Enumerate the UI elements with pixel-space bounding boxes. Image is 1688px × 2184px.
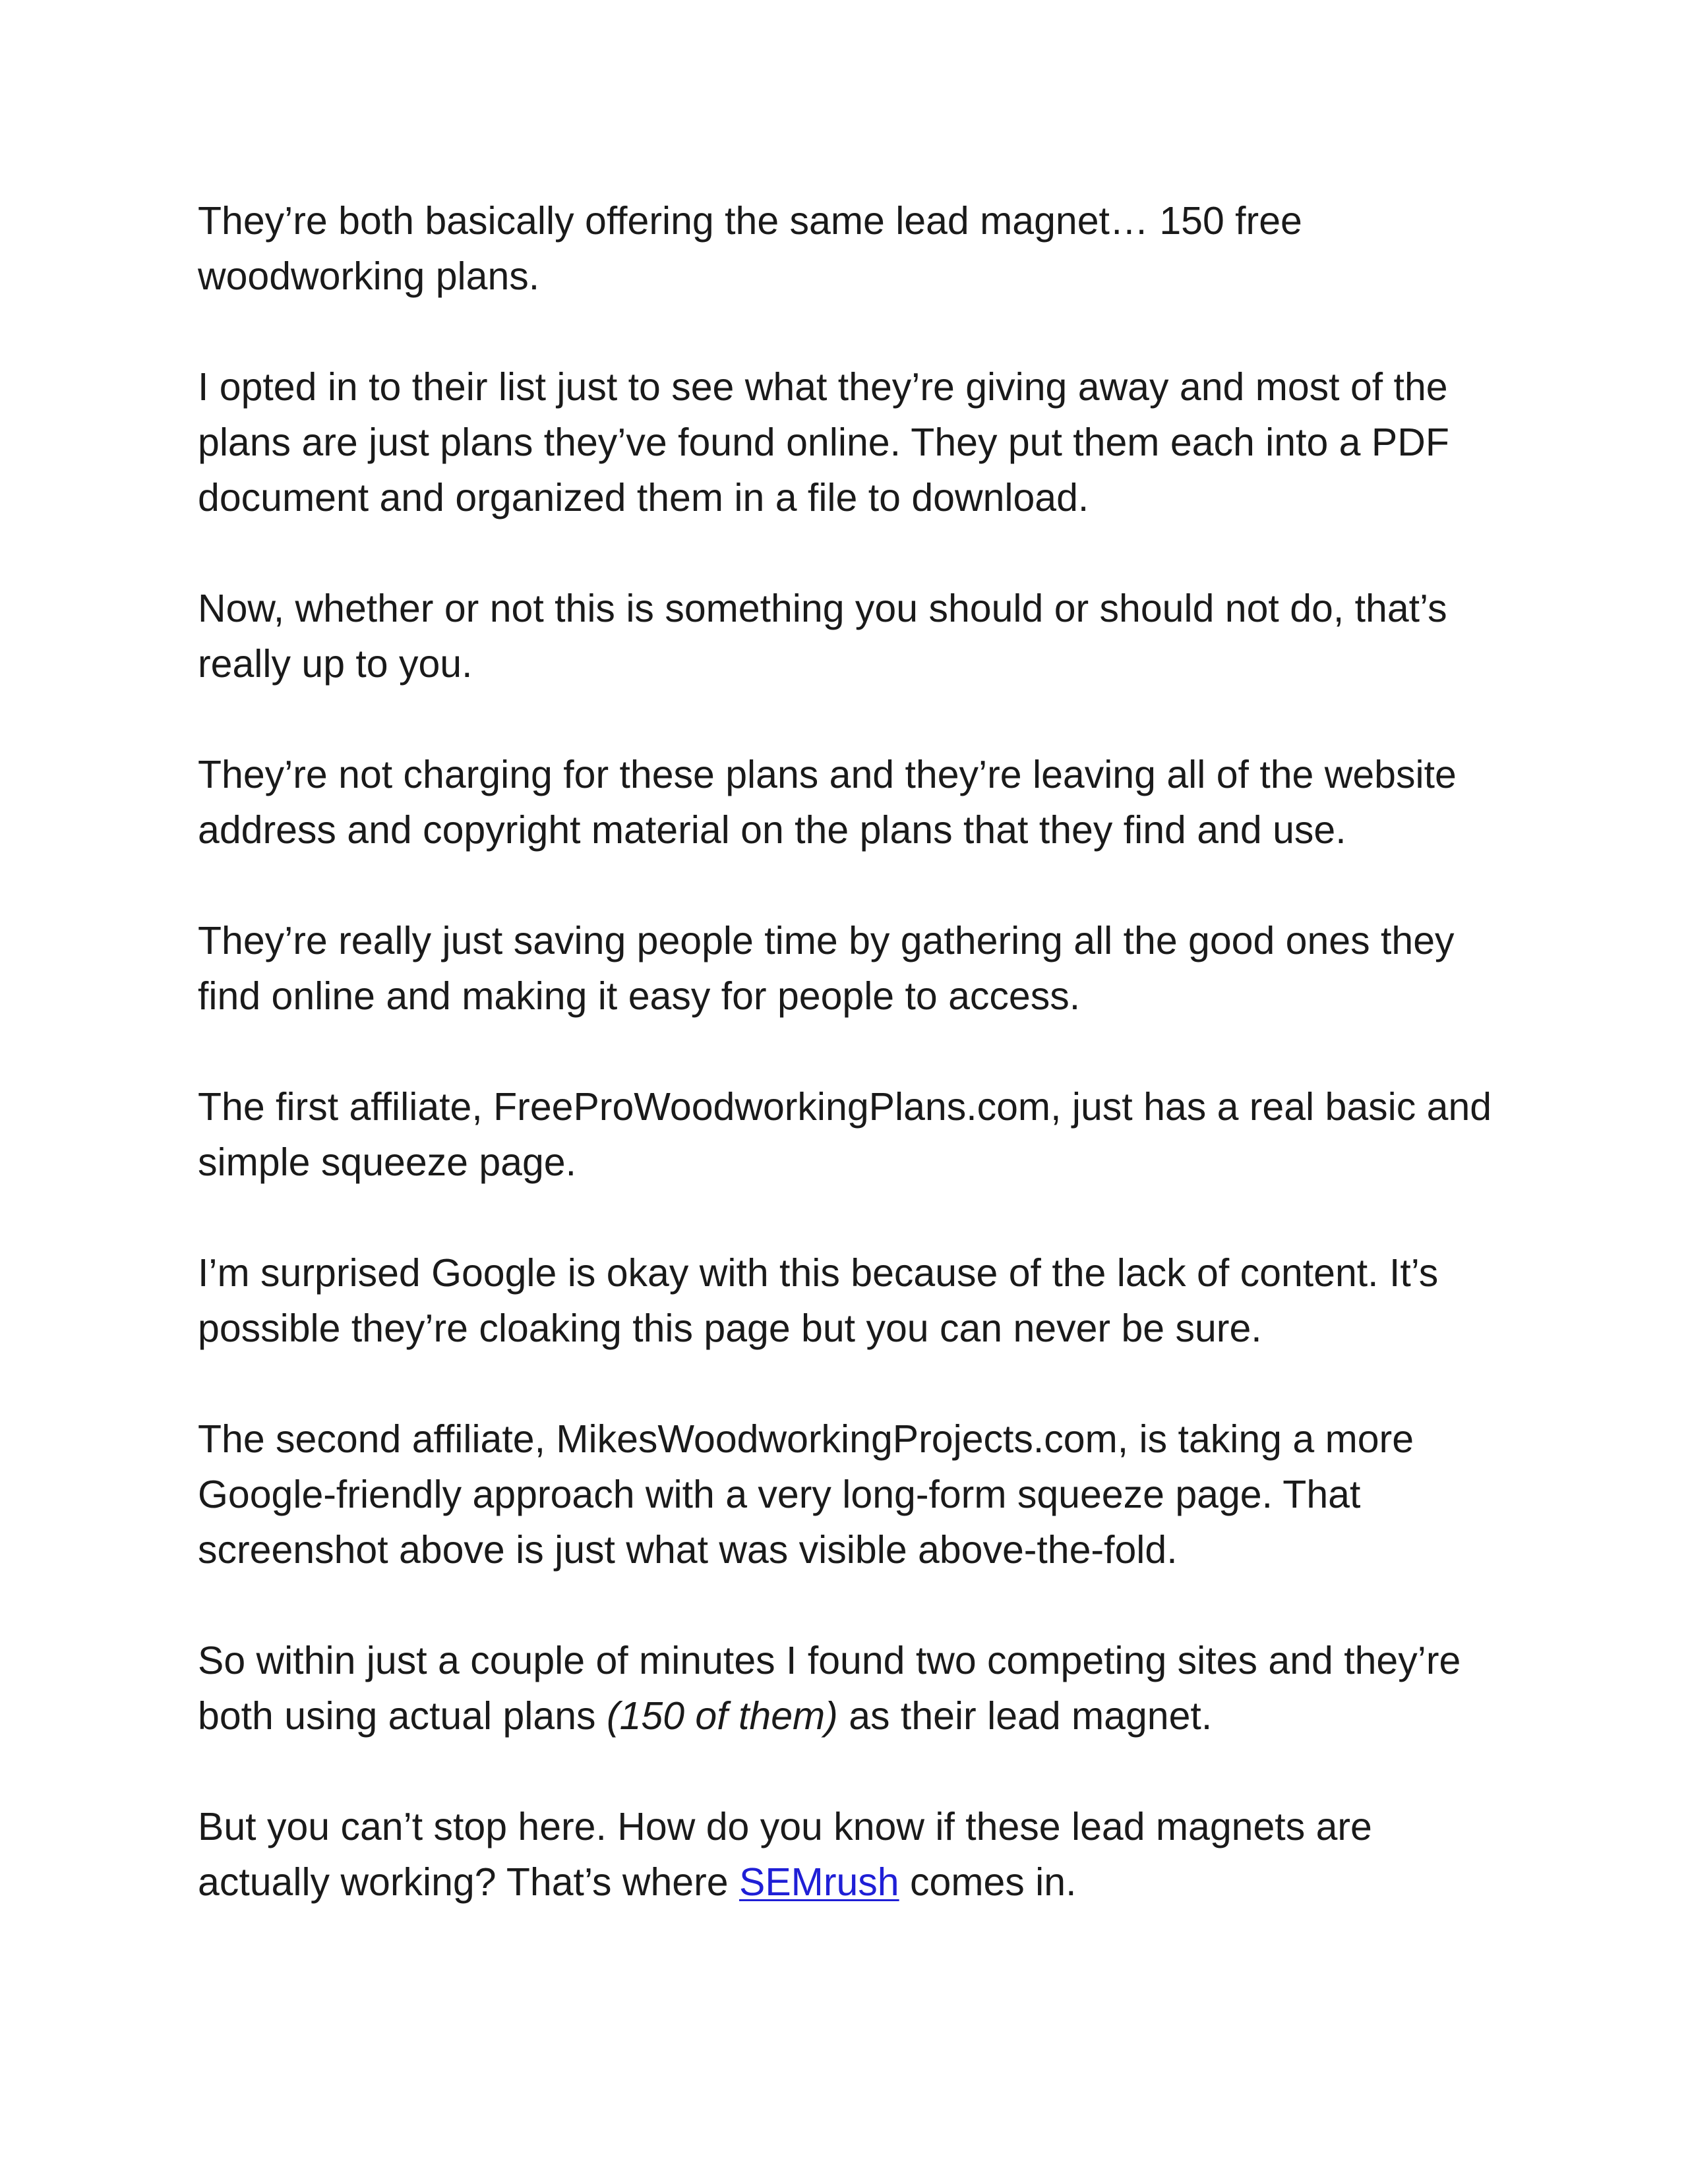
- text-line: Google-friendly approach with a very long-form squeeze page. That: [198, 1473, 1361, 1516]
- text-segment: actually working? That’s where: [198, 1860, 739, 1904]
- text-line: So within just a couple of minutes I found two competing sites and they’re: [198, 1639, 1461, 1682]
- paragraph-6: [198, 1079, 1510, 1190]
- text-line: woodworking plans.: [198, 254, 540, 298]
- text-line: I’m surprised Google is okay with this because of the lack of content. It’s: [198, 1251, 1439, 1295]
- text-segment: comes in.: [899, 1860, 1077, 1904]
- text-line: [198, 1688, 1510, 1744]
- text-segment: as their lead magnet.: [837, 1694, 1213, 1738]
- semrush-link[interactable]: SEMrush: [738, 1860, 899, 1904]
- paragraph-3: [198, 581, 1510, 692]
- text-line: simple squeeze page.: [198, 1140, 576, 1184]
- text-line: They’re not charging for these plans and they’re leaving all of the website: [198, 753, 1457, 796]
- paragraph-8: [198, 1411, 1510, 1578]
- text-line: screenshot above is just what was visible above-the-fold.: [198, 1528, 1178, 1572]
- document-body: [198, 193, 1510, 1965]
- text-line: They’re both basically offering the same lead magnet… 150 free: [198, 199, 1302, 243]
- paragraph-5: [198, 913, 1510, 1024]
- text-line: I opted in to their list just to see what they’re giving away and most of the: [198, 365, 1448, 409]
- text-line: plans are just plans they’ve found online. They put them each into a PDF: [198, 421, 1449, 464]
- text-line: address and copyright material on the plans that they find and use.: [198, 808, 1346, 852]
- text-line: The first affiliate, FreeProWoodworkingPlans.com, just has a real basic and: [198, 1085, 1492, 1129]
- italic-emphasis: (150 of them): [606, 1694, 838, 1738]
- paragraph-7: [198, 1245, 1510, 1356]
- text-line: The second affiliate, MikesWoodworkingProjects.com, is taking a more: [198, 1417, 1414, 1461]
- paragraph-2: [198, 359, 1510, 525]
- text-line: document and organized them in a file to download.: [198, 476, 1089, 519]
- paragraph-1: [198, 193, 1510, 304]
- paragraph-10: [198, 1799, 1510, 1910]
- text-line: But you can’t stop here. How do you know if these lead magnets are: [198, 1805, 1372, 1848]
- text-line: find online and making it easy for people to access.: [198, 974, 1081, 1018]
- paragraph-4: [198, 747, 1510, 858]
- text-line: really up to you.: [198, 642, 473, 686]
- text-segment: both using actual plans: [198, 1694, 607, 1738]
- text-line: Now, whether or not this is something you should or should not do, that’s: [198, 587, 1447, 630]
- text-line: possible they’re cloaking this page but you can never be sure.: [198, 1307, 1262, 1350]
- text-line: [198, 1854, 1510, 1910]
- paragraph-9: [198, 1633, 1510, 1744]
- text-line: They’re really just saving people time by gathering all the good ones they: [198, 919, 1455, 962]
